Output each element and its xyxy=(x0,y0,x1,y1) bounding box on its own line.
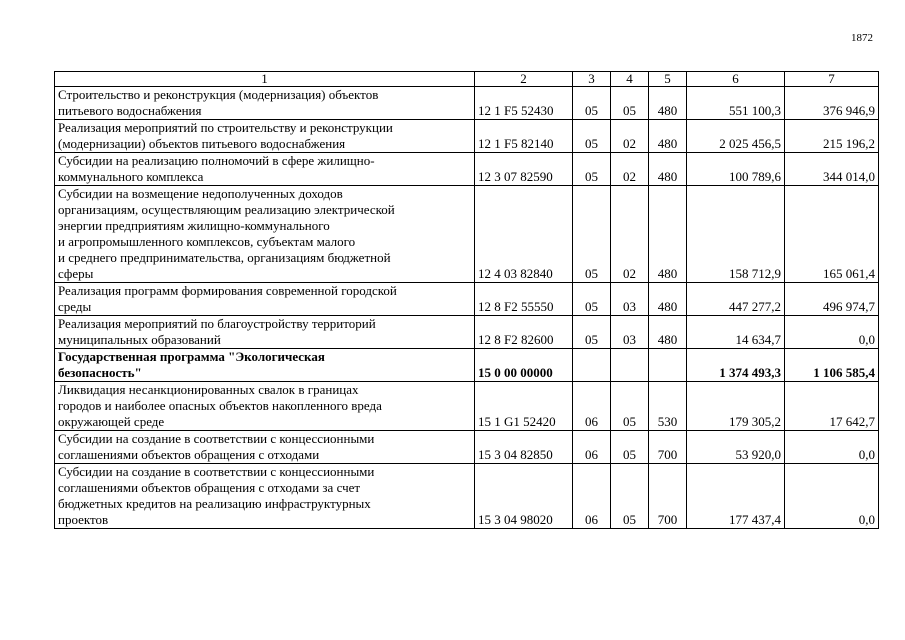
amount-year1-cell: 179 305,2 xyxy=(687,382,785,431)
subsection-cell: 03 xyxy=(611,283,649,316)
amount-year2-cell: 165 061,4 xyxy=(785,186,879,283)
classification-code-cell: 15 0 00 00000 xyxy=(475,349,573,382)
row-name-line: окружающей среде xyxy=(58,414,165,429)
amount-year2-cell: 17 642,7 xyxy=(785,382,879,431)
subsection-cell: 05 xyxy=(611,382,649,431)
header-cell-3: 3 xyxy=(573,72,611,87)
classification-code-cell: 15 3 04 82850 xyxy=(475,431,573,464)
row-name-cell xyxy=(55,283,475,316)
header-cell-1: 1 xyxy=(55,72,475,87)
budget-table xyxy=(54,71,879,529)
page-number: 1872 xyxy=(851,32,873,44)
subsection-cell xyxy=(611,349,649,382)
row-name-line: Субсидии на создание в соответствии с концессионными xyxy=(58,431,375,446)
header-cell-7: 7 xyxy=(785,72,879,87)
table-row xyxy=(55,87,879,120)
row-name-line: проектов xyxy=(58,512,109,527)
expense-type-cell: 480 xyxy=(649,87,687,120)
expense-type-cell: 480 xyxy=(649,153,687,186)
amount-year2-cell: 0,0 xyxy=(785,316,879,349)
amount-year2-cell: 0,0 xyxy=(785,431,879,464)
row-name-cell xyxy=(55,431,475,464)
row-name-cell xyxy=(55,120,475,153)
row-name-line: Субсидии на возмещение недополученных доходов xyxy=(58,186,343,201)
subsection-cell: 02 xyxy=(611,120,649,153)
amount-year1-cell: 53 920,0 xyxy=(687,431,785,464)
table-row xyxy=(55,431,879,464)
table-row xyxy=(55,153,879,186)
expense-type-cell: 480 xyxy=(649,120,687,153)
amount-year2-cell: 0,0 xyxy=(785,464,879,529)
section-cell: 06 xyxy=(573,382,611,431)
row-name-line: (модернизации) объектов питьевого водоснабжения xyxy=(58,136,346,151)
row-name-line: организациям, осуществляющим реализацию электрической xyxy=(58,202,395,217)
row-name-line: Реализация программ формирования современной городской xyxy=(58,283,397,298)
row-name-line: энергии предприятиям жилищно-коммунального xyxy=(58,218,330,233)
row-name-line: Субсидии на создание в соответствии с концессионными xyxy=(58,464,375,479)
classification-code-cell: 12 8 F2 55550 xyxy=(475,283,573,316)
amount-year1-cell: 100 789,6 xyxy=(687,153,785,186)
row-name-cell xyxy=(55,349,475,382)
section-cell: 06 xyxy=(573,431,611,464)
expense-type-cell: 480 xyxy=(649,316,687,349)
row-name-line: Государственная программа "Экологическая xyxy=(58,349,325,364)
section-cell: 05 xyxy=(573,120,611,153)
section-cell: 06 xyxy=(573,464,611,529)
row-name-line: городов и наиболее опасных объектов накопленного вреда xyxy=(58,398,382,413)
row-name-line: безопасность" xyxy=(58,365,142,380)
classification-code-cell: 12 3 07 82590 xyxy=(475,153,573,186)
row-name-line: коммунального комплекса xyxy=(58,169,204,184)
row-name-line: Реализация мероприятий по строительству и реконструкции xyxy=(58,120,393,135)
row-name-cell xyxy=(55,316,475,349)
row-name-line: соглашениями объектов обращения с отходами xyxy=(58,447,320,462)
section-cell xyxy=(573,349,611,382)
section-cell: 05 xyxy=(573,283,611,316)
row-name-line: Строительство и реконструкция (модернизация) объектов xyxy=(58,87,379,102)
row-name-line: сферы xyxy=(58,266,94,281)
row-name-line: соглашениями объектов обращения с отходами за счет xyxy=(58,480,361,495)
header-cell-5: 5 xyxy=(649,72,687,87)
expense-type-cell: 530 xyxy=(649,382,687,431)
section-cell: 05 xyxy=(573,87,611,120)
amount-year2-cell: 376 946,9 xyxy=(785,87,879,120)
row-name-line: Субсидии на реализацию полномочий в сфере жилищно- xyxy=(58,153,375,168)
classification-code-cell: 12 8 F2 82600 xyxy=(475,316,573,349)
amount-year1-cell: 158 712,9 xyxy=(687,186,785,283)
expense-type-cell xyxy=(649,349,687,382)
section-cell: 05 xyxy=(573,153,611,186)
classification-code-cell: 12 1 F5 82140 xyxy=(475,120,573,153)
row-name-cell xyxy=(55,153,475,186)
amount-year2-cell: 1 106 585,4 xyxy=(785,349,879,382)
table-row xyxy=(55,382,879,431)
table-row xyxy=(55,120,879,153)
section-cell: 05 xyxy=(573,186,611,283)
amount-year1-cell: 551 100,3 xyxy=(687,87,785,120)
expense-type-cell: 480 xyxy=(649,283,687,316)
classification-code-cell: 15 1 G1 52420 xyxy=(475,382,573,431)
subsection-cell: 02 xyxy=(611,186,649,283)
table-header-row xyxy=(55,72,879,87)
amount-year1-cell: 177 437,4 xyxy=(687,464,785,529)
amount-year1-cell: 447 277,2 xyxy=(687,283,785,316)
header-cell-4: 4 xyxy=(611,72,649,87)
classification-code-cell: 12 1 F5 52430 xyxy=(475,87,573,120)
row-name-line: Ликвидация несанкционированных свалок в границах xyxy=(58,382,359,397)
classification-code-cell: 15 3 04 98020 xyxy=(475,464,573,529)
subsection-cell: 02 xyxy=(611,153,649,186)
row-name-cell xyxy=(55,382,475,431)
row-name-cell xyxy=(55,186,475,283)
amount-year1-cell: 14 634,7 xyxy=(687,316,785,349)
table-row xyxy=(55,349,879,382)
header-cell-2: 2 xyxy=(475,72,573,87)
subsection-cell: 03 xyxy=(611,316,649,349)
table-row xyxy=(55,186,879,283)
table-row xyxy=(55,316,879,349)
table-row xyxy=(55,283,879,316)
section-cell: 05 xyxy=(573,316,611,349)
amount-year2-cell: 215 196,2 xyxy=(785,120,879,153)
row-name-line: бюджетных кредитов на реализацию инфраструктурных xyxy=(58,496,371,511)
expense-type-cell: 480 xyxy=(649,186,687,283)
row-name-cell xyxy=(55,87,475,120)
header-cell-6: 6 xyxy=(687,72,785,87)
subsection-cell: 05 xyxy=(611,431,649,464)
row-name-line: и среднего предпринимательства, организациям бюджетной xyxy=(58,250,391,265)
subsection-cell: 05 xyxy=(611,464,649,529)
expense-type-cell: 700 xyxy=(649,431,687,464)
row-name-line: среды xyxy=(58,299,92,314)
table-row xyxy=(55,464,879,529)
row-name-line: муниципальных образований xyxy=(58,332,221,347)
amount-year2-cell: 344 014,0 xyxy=(785,153,879,186)
classification-code-cell: 12 4 03 82840 xyxy=(475,186,573,283)
subsection-cell: 05 xyxy=(611,87,649,120)
row-name-line: и агропромышленного комплексов, субъектам малого xyxy=(58,234,356,249)
row-name-line: Реализация мероприятий по благоустройству территорий xyxy=(58,316,376,331)
row-name-line: питьевого водоснабжения xyxy=(58,103,202,118)
amount-year1-cell: 1 374 493,3 xyxy=(687,349,785,382)
amount-year2-cell: 496 974,7 xyxy=(785,283,879,316)
expense-type-cell: 700 xyxy=(649,464,687,529)
row-name-cell xyxy=(55,464,475,529)
amount-year1-cell: 2 025 456,5 xyxy=(687,120,785,153)
